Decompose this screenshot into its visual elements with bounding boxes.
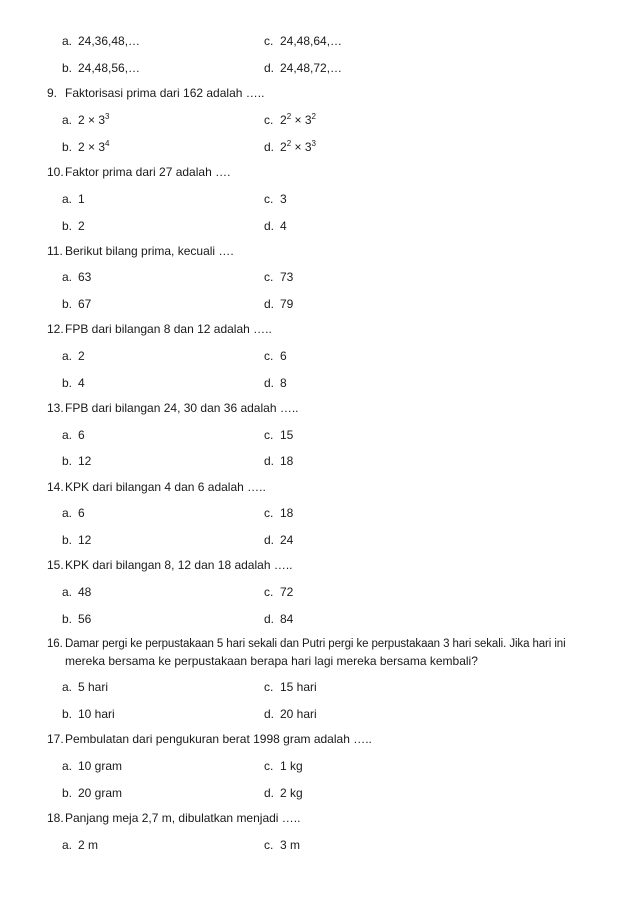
- option-b: b. 24,48,56,…: [62, 61, 141, 75]
- question-10: 10.Faktor prima dari 27 adalah ….: [47, 165, 231, 179]
- question-16-continued: mereka bersama ke perpustakaan berapa hari lagi mereka bersama kembali?: [65, 654, 478, 668]
- option-b: b. 12: [62, 454, 92, 468]
- option-b: b. 2: [62, 219, 85, 233]
- option-b: b. 12: [62, 533, 92, 547]
- option-d: d. 24,48,72,…: [264, 61, 343, 75]
- option-d: d. 20 hari: [264, 707, 317, 721]
- option-b: b. 10 hari: [62, 707, 115, 721]
- question-11: 11. Berikut bilang prima, kecuali ….: [47, 244, 234, 258]
- question-14: 14.KPK dari bilangan 4 dan 6 adalah …..: [47, 480, 266, 494]
- option-a: a. 48: [62, 585, 92, 599]
- option-a: a. 6: [62, 506, 85, 520]
- option-c: c. 24,48,64,…: [264, 34, 343, 48]
- option-c: c. 15: [264, 428, 294, 442]
- option-c: c. 18: [264, 506, 294, 520]
- option-d: d. 79: [264, 297, 294, 311]
- option-b: b. 67: [62, 297, 92, 311]
- option-d: d. 84: [264, 612, 294, 626]
- option-c: c. 15 hari: [264, 680, 317, 694]
- option-a: a. 5 hari: [62, 680, 109, 694]
- option-a: a. 1: [62, 192, 85, 206]
- option-b: b. $2 \times 3^4$: [62, 139, 110, 154]
- option-a: a. 2: [62, 349, 85, 363]
- question-12: 12.FPB dari bilangan 8 dan 12 adalah …..: [47, 322, 272, 336]
- option-b: b. 56: [62, 612, 92, 626]
- option-d: d. 24: [264, 533, 294, 547]
- option-c: c. 73: [264, 270, 294, 284]
- option-c: c. 1 kg: [264, 759, 303, 773]
- option-c: c. $2^2 \times 3^2$: [264, 112, 316, 127]
- option-d: d. 2 kg: [264, 786, 303, 800]
- option-d: d. 4: [264, 219, 287, 233]
- question-9: 9. Faktorisasi prima dari 162 adalah …..: [47, 86, 265, 100]
- option-a: a. $2 \times 3^3$: [62, 112, 110, 127]
- question-13: 13.FPB dari bilangan 24, 30 dan 36 adalah …..: [47, 401, 299, 415]
- option-a: a. 6: [62, 428, 85, 442]
- question-16: 16. Damar pergi ke perpustakaan 5 hari sekali dan Putri pergi ke perpustakaan 3 hari sekali. Jika hari ini: [47, 638, 566, 650]
- option-b: b. 4: [62, 376, 85, 390]
- option-a: a. 24,36,48,…: [62, 34, 141, 48]
- question-15: 15.KPK dari bilangan 8, 12 dan 18 adalah …..: [47, 558, 293, 572]
- option-a: a. 10 gram: [62, 759, 123, 773]
- option-d: d. 8: [264, 376, 287, 390]
- question-17: 17.Pembulatan dari pengukuran berat 1998 gram adalah …..: [47, 732, 372, 746]
- option-a: a. 2 m: [62, 838, 99, 852]
- option-a: a. 63: [62, 270, 92, 284]
- option-b: b. 20 gram: [62, 786, 123, 800]
- option-c: c. 72: [264, 585, 294, 599]
- option-d: d. 18: [264, 454, 294, 468]
- question-18: 18.Panjang meja 2,7 m, dibulatkan menjadi …..: [47, 811, 301, 825]
- option-c: c. 3 m: [264, 838, 301, 852]
- option-c: c. 3: [264, 192, 287, 206]
- option-c: c. 6: [264, 349, 287, 363]
- option-d: d. $2^2 \times 3^3$: [264, 139, 316, 154]
